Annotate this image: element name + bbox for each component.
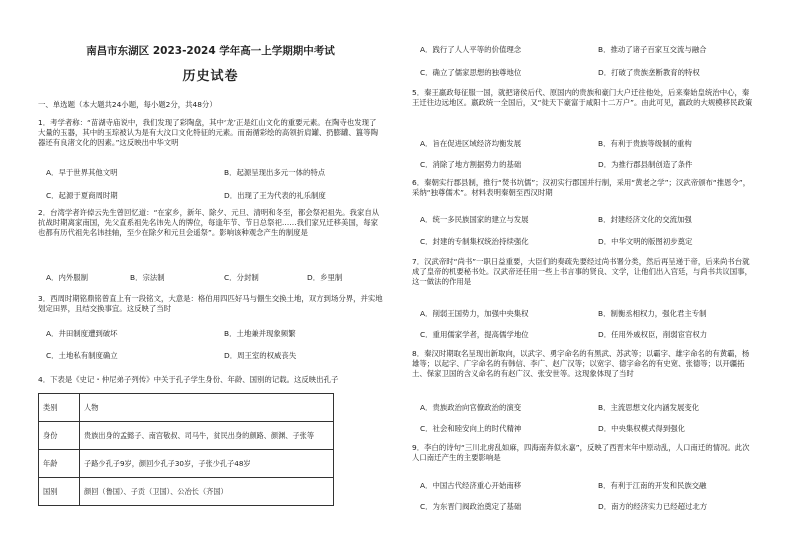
q7-stem: 7．汉武帝时“尚书”一职日益重要，大臣们的奏疏先要经过尚书署分类，然后再呈递于帝，后来尚书台就成了皇帝的机要秘书处。汉武帝还任用一些上书言事的贤良、文学，让他们出入宫廷，与尚书共议国事，这一做法的作用是 [412,257,752,286]
q6-option-b: B．封建经济文化的交流加强 [598,215,692,224]
q8-stem: 8．秦汉时期取名呈现出新取向，以武字、勇字命名的有黑武、苏武等；以霸字、雄字命名的有黄霸，杨雄等；以起字、广字命名的有韩信、李广、赵广汉等；以宽字、德字命名的有史宽、张德等；以开疆拓土、保家卫国的含义命名的有赵广汉、张安世等。这现象体现了当时 [412,349,750,378]
q8-option-a: A．贵族政治向官僚政治的演变 [420,403,522,412]
q6-option-c: C．封建的专制集权统治持续强化 [420,237,529,246]
table-cell: 身份 [39,422,80,450]
section-heading: 一、单选题（本大题共24小题，每小题2分，共48分） [38,100,217,109]
q5-option-c: C．消除了地方割据势力的基础 [420,160,522,169]
table-cell: 国别 [39,478,80,506]
table-cell: 年龄 [39,450,80,478]
q1-option-c: C．起源于夏商周时期 [46,191,118,200]
exam-subtitle: 历史试卷 [182,69,239,84]
q3-option-b: B．土地兼并现象频繁 [224,329,296,338]
q8-option-c: C．社会和睦安向上的时代精神 [420,424,522,433]
q9-option-d: D．南方的经济实力已经超过北方 [598,502,708,511]
q4-option-a: A．践行了人人平等的价值理念 [420,45,522,54]
q9-option-b: B．有利于江南的开发和民族交融 [598,481,707,490]
q2-option-b: B．宗法制 [130,273,165,282]
q3-stem: 3．西周时期铭鼎铭曾直上有一段铭文，大意是：格伯用四匹好马与倗生交换土地，双方到场分界，并实地划定田界，且结交换事宜。这反映了当时 [38,294,383,313]
q2-option-d: D．乡里制 [307,273,343,282]
exam-title: 南昌市东湖区 2023-2024 学年高一上学期期中考试 [86,45,335,57]
q9-stem: 9．李白的诗句“三川北虏乱如麻，四海南奔似永嘉”，反映了西晋末年中原动乱，人口南迁的情况。此次人口南迁产生的主要影响是 [412,443,750,462]
q4-option-d: D．打破了贵族垄断教育的特权 [598,68,700,77]
q7-option-b: B．制衡丞相权力，强化君主专制 [598,309,707,318]
q4-table [38,393,334,506]
table-cell: 人物 [80,394,334,422]
q3-option-a: A．井田制度遭到破坏 [46,329,118,338]
q8-option-d: D．中央集权模式得到强化 [598,424,685,433]
q4-option-b: B．推动了诸子百家互交流与融合 [598,45,707,54]
q3-option-c: C．土地私有制度确立 [46,351,118,360]
table-row [39,450,334,478]
q6-option-d: D．中华文明的版图初步奠定 [598,237,693,246]
q1-option-a: A．早于世界其他文明 [46,168,118,177]
q2-option-c: C．分封制 [224,273,259,282]
q6-stem: 6．秦朝实行郡县制，推行“焚书坑儒”；汉初实行郡国并行制，采用“黄老之学”；汉武帝颁布“推恩令”，采纳“独尊儒术”。材料表明秦朝至西汉时期 [412,178,751,197]
q5-option-b: B．有利于贵族等级制的重构 [598,139,692,148]
q9-option-c: C．为东晋门阀政治奠定了基础 [420,502,522,511]
q2-stem: 2．台湾学者许倬云先生曾回忆道：“在家乡，新年、除夕、元旦、清明和冬至，都会祭祀祖先。我家自从抗战时期离家南国，先父直系祖先名讳先人的牌位，每逢年节、节日总祭祀……我们家兄迁移美国，每家也都有历代祖先名讳挂轴，至少在除夕和元旦会遥祭”。影响该种观念产生的制度是 [38,208,380,237]
q9-option-a: A．中国古代经济重心开始南移 [420,481,522,490]
q5-stem: 5．秦王嬴政每征服一国，就把诸侯后代、原国内的贵族和豪门大户迁往他处，后来秦始皇统治中心，秦王迁往边远地区。嬴政统一全国后，又“徙天下豪富于咸阳十二万户”。由此可见，嬴政的大规模移民政策 [412,88,753,107]
q1-option-d: D．出现了王为代表的礼乐制度 [224,191,326,200]
q5-option-d: D．为推行郡县制创造了条件 [598,160,693,169]
table-cell: 子路少孔子9岁，颜回少孔子30岁，子张少孔子48岁 [80,450,334,478]
q7-option-a: A．削弱王国势力，加强中央集权 [420,309,529,318]
q2-option-a: A．内外服制 [46,273,89,282]
q7-option-d: D．任用外戚权臣，削弱宦官权力 [598,330,708,339]
table-row [39,478,334,506]
table-row [39,422,334,450]
table-cell: 贵族出身的孟懿子、南宫敬叔、司马牛，贫民出身的颜路、颜渊、子张等 [80,422,334,450]
q5-option-a: A．旨在促进区域经济均衡发展 [420,139,522,148]
q3-option-d: D．周王室的权威丧失 [224,351,297,360]
q7-option-c: C．重用儒家学者，提高儒学地位 [420,330,529,339]
q6-option-a: A．统一多民族国家的建立与发展 [420,215,529,224]
table-row [39,394,334,422]
table-cell: 类别 [39,394,80,422]
q8-option-b: B．主流思想文化内涵发展变化 [598,403,700,412]
q1-option-b: B．起源呈现出多元一体的特点 [224,168,326,177]
q4-option-c: C．确立了儒家思想的独尊地位 [420,68,522,77]
table-cell: 颜回（鲁国）、子贡（卫国）、公冶长（齐国） [80,478,334,506]
q1-stem: 1．考学者称：“苗湖寺庙说中，我们发现了彩陶盘，其中‘龙’正是红山文化的重要元素。在陶寺也发现了大量的玉器，其中的玉琮被认为是有大汶口文化特征的元素。而南循彩绘的高领折肩罐、扔膨罐、簋等陶器还有良渚文化的因素。”这反映出中华文明 [38,118,378,147]
q4-stem: 4．下表是《史记・仲尼弟子列传》中关于孔子学生身份、年龄、国别的记载。这反映出孔子 [38,375,339,384]
